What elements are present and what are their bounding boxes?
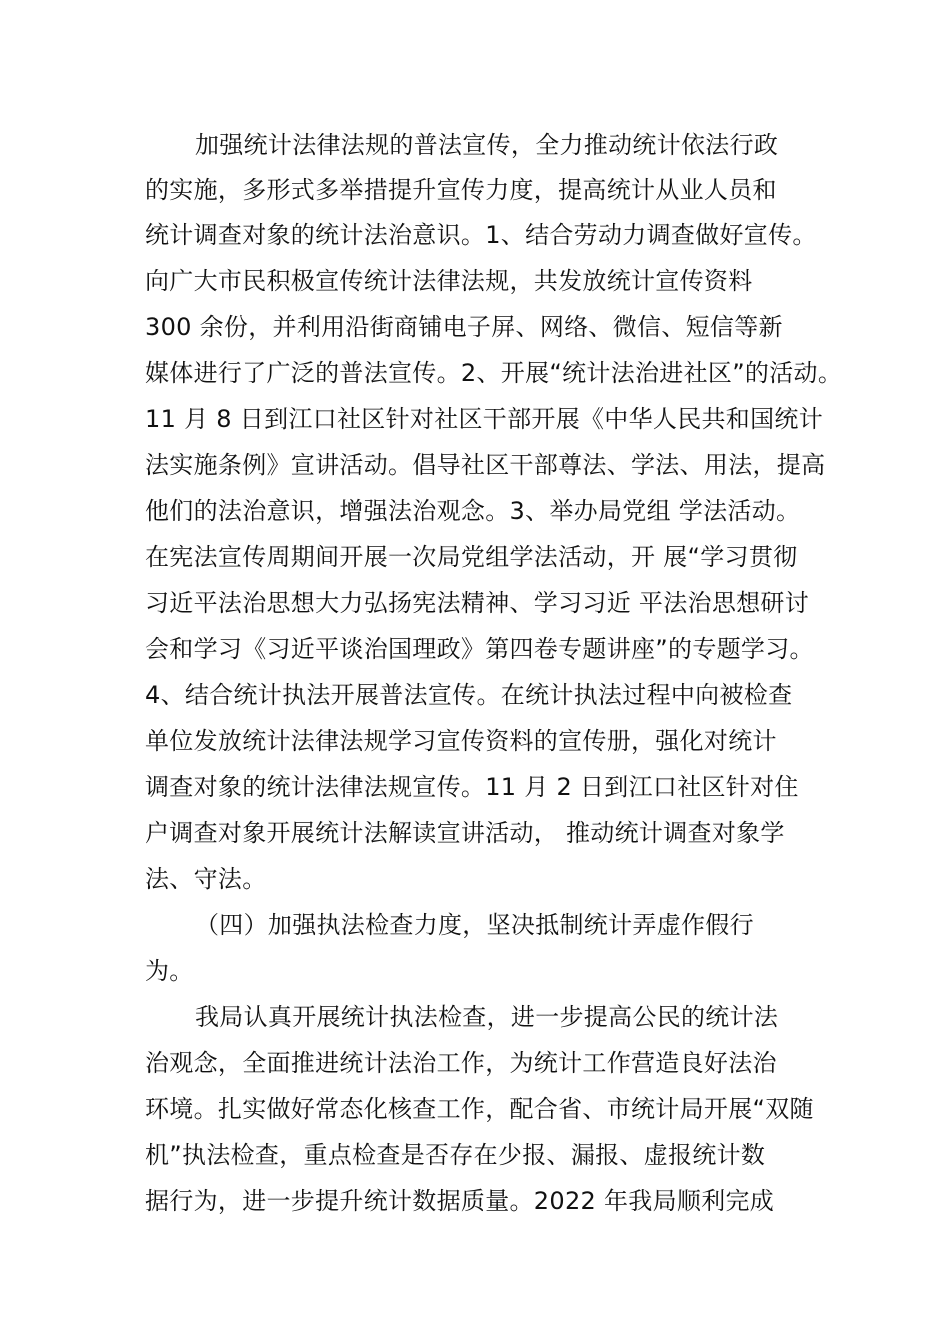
paragraph-line: 11 月 8 日到江口社区针对社区干部开展《中华人民共和国统计 bbox=[145, 405, 823, 433]
paragraph-line: 300 余份，并利用沿街商铺电子屏、网络、微信、短信等新 bbox=[145, 313, 783, 341]
paragraph-line: 向广大市民积极宣传统计法律法规，共发放统计宣传资料 bbox=[145, 267, 753, 295]
paragraph-line: 法、守法。 bbox=[145, 865, 267, 893]
paragraph-line: 户调查对象开展统计法解读宣讲活动， 推动统计调查对象学 bbox=[145, 819, 785, 847]
paragraph-line: 据行为，进一步提升统计数据质量。2022 年我局顺利完成 bbox=[145, 1187, 775, 1215]
paragraph-line: 法实施条例》宣讲活动。倡导社区干部尊法、学法、用法，提高 bbox=[145, 451, 826, 479]
paragraph-line: 习近平法治思想大力弘扬宪法精神、学习习近 平法治思想研讨 bbox=[145, 589, 810, 617]
paragraph-line: 在宪法宣传周期间开展一次局党组学法活动，开 展“学习贯彻 bbox=[145, 543, 798, 571]
paragraph-line: 会和学习《习近平谈治国理政》第四卷专题讲座”的专题学习。 bbox=[145, 635, 814, 663]
paragraph-line: 的实施，多形式多举措提升宣传力度，提高统计从业人员和 bbox=[145, 176, 777, 204]
paragraph-line: 统计调查对象的统计法治意识。1、结合劳动力调查做好宣传。 bbox=[145, 221, 817, 249]
paragraph-line: 我局认真开展统计执法检查，进一步提高公民的统计法 bbox=[195, 1003, 779, 1031]
paragraph-line: 治观念，全面推进统计法治工作，为统计工作营造良好法治 bbox=[145, 1049, 777, 1077]
section-heading-line: （四）加强执法检查力度，坚决抵制统计弄虚作假行 bbox=[195, 911, 754, 939]
paragraph-line: 他们的法治意识，增强法治观念。3、举办局党组 学法活动。 bbox=[145, 497, 801, 525]
paragraph-line: 媒体进行了广泛的普法宣传。2、开展“统计法治进社区”的活动。 bbox=[145, 359, 843, 387]
paragraph-line: 加强统计法律法规的普法宣传，全力推动统计依法行政 bbox=[195, 131, 779, 159]
paragraph-line: 调查对象的统计法律法规宣传。11 月 2 日到江口社区针对住 bbox=[145, 773, 799, 801]
paragraph-line: 4、结合统计执法开展普法宣传。在统计执法过程中向被检查 bbox=[145, 681, 793, 709]
paragraph-line: 机”执法检查，重点检查是否存在少报、漏报、虚报统计数 bbox=[145, 1141, 766, 1169]
section-heading-line: 为。 bbox=[145, 957, 194, 985]
paragraph-line: 单位发放统计法律法规学习宣传资料的宣传册，强化对统计 bbox=[145, 727, 777, 755]
paragraph-line: 环境。扎实做好常态化核查工作，配合省、市统计局开展“双随 bbox=[145, 1095, 814, 1123]
